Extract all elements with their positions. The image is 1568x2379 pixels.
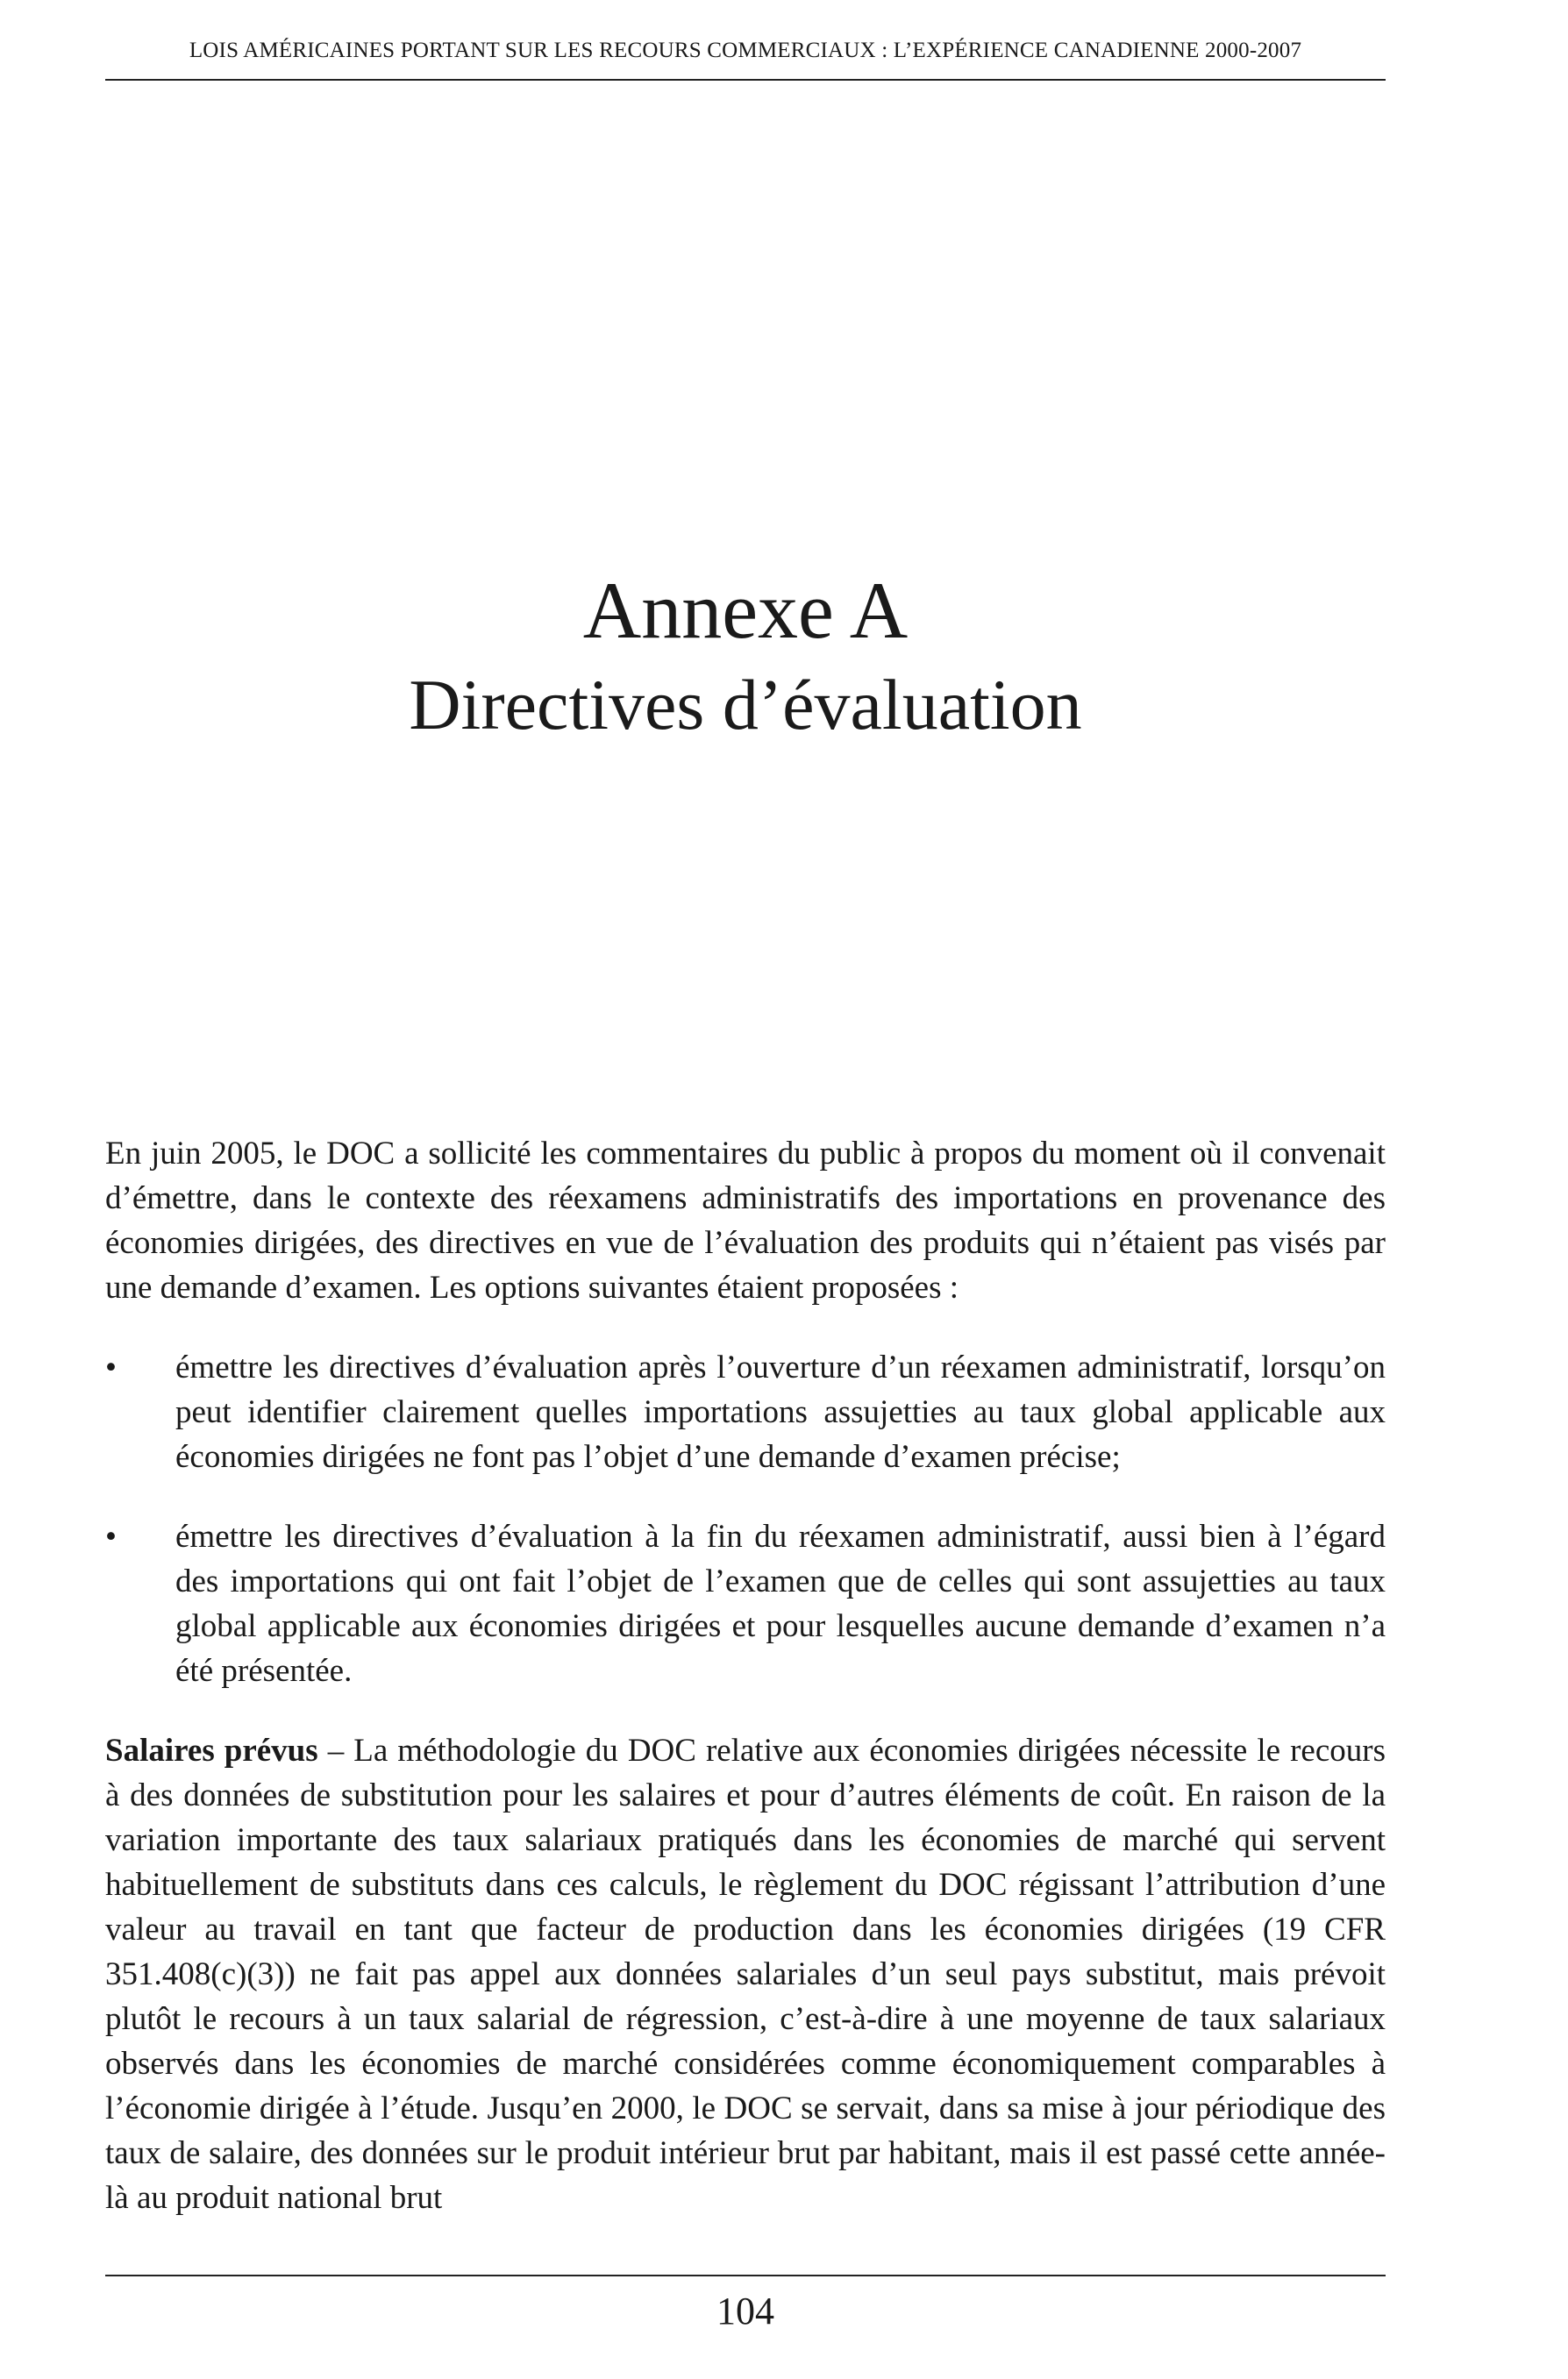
bullet-icon: • [105, 1350, 117, 1385]
list-item [105, 1514, 1386, 1693]
body-text [105, 1131, 1386, 2255]
list-item-text: émettre les directives d’évaluation à la fin du réexamen administratif, aussi bien à l’égard des importations qui ont fait l’objet de l’examen que de celles qui sont assujetties au taux global applicable aux économies dirigées et pour lesquelles aucune demande d’examen n’a été présentée. [175, 1519, 1386, 1689]
running-header: LOIS AMÉRICAINES PORTANT SUR LES RECOURS COMMERCIAUX : L’EXPÉRIENCE CANADIENNE 2000-2007 [189, 39, 1302, 62]
list-item [105, 1345, 1386, 1479]
options-list [105, 1345, 1386, 1693]
annex-subtitle: Directives d’évaluation [409, 665, 1082, 744]
list-item-text: émettre les directives d’évaluation après l’ouverture d’un réexamen administratif, lorsqu’on peut identifier clairement quelles importations assujetties au taux global applicable aux économies dirigées ne font pas l’objet d’une demande d’examen précise; [175, 1350, 1386, 1475]
page-number: 104 [716, 2290, 774, 2333]
section-heading: Salaires prévus [105, 1733, 318, 1769]
intro-paragraph: En juin 2005, le DOC a sollicité les commentaires du public à propos du moment où il convenait d’émettre, dans le contexte des réexamens administratifs des importations en provenance des économies dirigées, des directives en vue de l’évaluation des produits qui n’étaient pas visés par une demande d’examen. Les options suivantes étaient proposées : [105, 1136, 1386, 1306]
header-rule [105, 79, 1386, 81]
annex-title: Annexe A [582, 566, 909, 655]
footer-rule [105, 2275, 1386, 2276]
section-separator: – [317, 1733, 354, 1769]
bullet-icon: • [105, 1519, 117, 1555]
section-paragraph [105, 1728, 1386, 2220]
section-text: La méthodologie du DOC relative aux économies dirigées nécessite le recours à des données de substitution pour les salaires et pour d’autres éléments de coût. En raison de la variation importante des taux salariaux pratiqués dans les économies de marché qui servent habituellement de substituts dans ces calculs, le règlement du DOC régissant l’attribution d’une valeur au travail en tant que facteur de production dans les économies dirigées (19 CFR 351.408(c)(3)) ne fait pas appel aux données salariales d’un seul pays substitut, mais prévoit plutôt le recours à un taux salarial de régression, c’est-à-dire à une moyenne de taux salariaux observés dans les économies de marché considérées comme économiquement comparables à l’économie dirigée à l’étude. Jusqu’en 2000, le DOC se servait, dans sa mise à jour périodique des taux de salaire, des données sur le produit intérieur brut par habitant, mais il est passé cette année-là au produit national brut [105, 1733, 1386, 2216]
